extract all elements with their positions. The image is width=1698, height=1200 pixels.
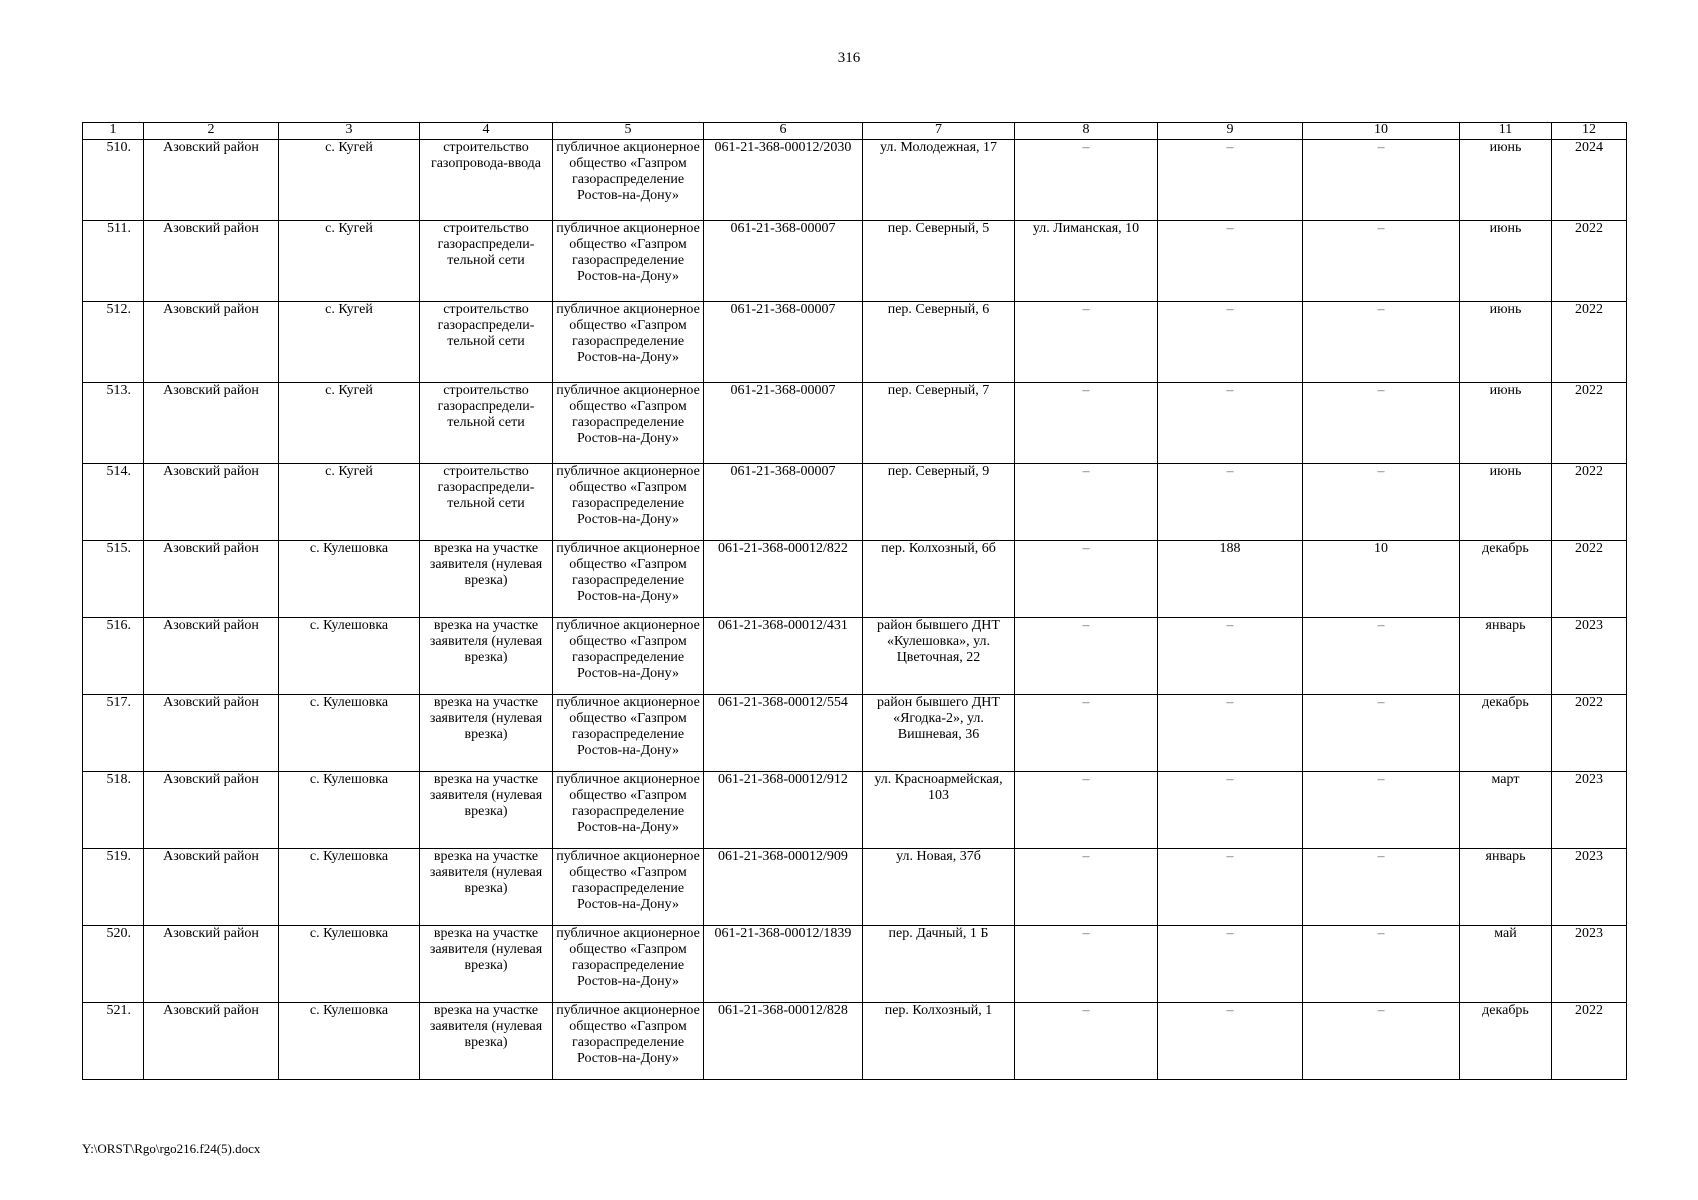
month-cell: январь xyxy=(1460,849,1552,926)
code-cell: 061-21-368-00012/431 xyxy=(704,618,863,695)
objects-table xyxy=(82,122,1627,1080)
settlement-cell: с. Кугей xyxy=(279,221,420,302)
settlement-cell: с. Кулешовка xyxy=(279,849,420,926)
column-number: 4 xyxy=(420,123,553,140)
month-cell: июнь xyxy=(1460,464,1552,541)
code-cell: 061-21-368-00012/1839 xyxy=(704,926,863,1003)
month-cell: декабрь xyxy=(1460,1003,1552,1080)
page-number: 316 xyxy=(837,50,861,66)
table-row xyxy=(83,849,1627,926)
code-cell: 061-21-368-00012/822 xyxy=(704,541,863,618)
district-cell: Азовский район xyxy=(144,383,279,464)
column-10-cell: – xyxy=(1303,221,1460,302)
column-8-cell: – xyxy=(1015,695,1158,772)
month-cell: июнь xyxy=(1460,383,1552,464)
code-cell: 061-21-368-00012/554 xyxy=(704,695,863,772)
year-cell: 2022 xyxy=(1552,221,1627,302)
address-cell: пер. Северный, 6 xyxy=(863,302,1015,383)
code-cell: 061-21-368-00012/2030 xyxy=(704,140,863,221)
row-number: 516. xyxy=(83,618,144,695)
work-type-cell: строительство газораспредели-тельной сети xyxy=(420,464,553,541)
month-cell: июнь xyxy=(1460,221,1552,302)
address-cell: пер. Северный, 9 xyxy=(863,464,1015,541)
column-number: 6 xyxy=(704,123,863,140)
row-number: 514. xyxy=(83,464,144,541)
year-cell: 2023 xyxy=(1552,849,1627,926)
settlement-cell: с. Кугей xyxy=(279,302,420,383)
organization-cell: публичное акционерное общество «Газпром газораспределение Ростов-на-Дону» xyxy=(553,140,704,221)
code-cell: 061-21-368-00007 xyxy=(704,302,863,383)
column-9-cell: – xyxy=(1158,849,1303,926)
column-8-cell: – xyxy=(1015,541,1158,618)
district-cell: Азовский район xyxy=(144,541,279,618)
column-number: 3 xyxy=(279,123,420,140)
column-10-cell: – xyxy=(1303,383,1460,464)
work-type-cell: врезка на участке заявителя (нулевая врезка) xyxy=(420,772,553,849)
organization-cell: публичное акционерное общество «Газпром газораспределение Ростов-на-Дону» xyxy=(553,849,704,926)
work-type-cell: врезка на участке заявителя (нулевая врезка) xyxy=(420,695,553,772)
settlement-cell: с. Кугей xyxy=(279,464,420,541)
organization-cell: публичное акционерное общество «Газпром газораспределение Ростов-на-Дону» xyxy=(553,541,704,618)
column-10-cell: – xyxy=(1303,618,1460,695)
district-cell: Азовский район xyxy=(144,926,279,1003)
column-number: 5 xyxy=(553,123,704,140)
column-8-cell: – xyxy=(1015,302,1158,383)
month-cell: май xyxy=(1460,926,1552,1003)
column-9-cell: – xyxy=(1158,926,1303,1003)
row-number: 518. xyxy=(83,772,144,849)
district-cell: Азовский район xyxy=(144,140,279,221)
work-type-cell: строительство газопровода-ввода xyxy=(420,140,553,221)
column-8-cell: – xyxy=(1015,926,1158,1003)
column-number: 12 xyxy=(1552,123,1627,140)
month-cell: июнь xyxy=(1460,140,1552,221)
settlement-cell: с. Кулешовка xyxy=(279,772,420,849)
column-8-cell: ул. Лиманская, 10 xyxy=(1015,221,1158,302)
organization-cell: публичное акционерное общество «Газпром газораспределение Ростов-на-Дону» xyxy=(553,221,704,302)
work-type-cell: врезка на участке заявителя (нулевая врезка) xyxy=(420,541,553,618)
column-8-cell: – xyxy=(1015,140,1158,221)
code-cell: 061-21-368-00007 xyxy=(704,383,863,464)
column-10-cell: – xyxy=(1303,926,1460,1003)
year-cell: 2022 xyxy=(1552,541,1627,618)
column-number: 9 xyxy=(1158,123,1303,140)
column-10-cell: – xyxy=(1303,302,1460,383)
column-9-cell: – xyxy=(1158,464,1303,541)
table-row xyxy=(83,618,1627,695)
work-type-cell: строительство газораспредели-тельной сети xyxy=(420,302,553,383)
organization-cell: публичное акционерное общество «Газпром газораспределение Ростов-на-Дону» xyxy=(553,1003,704,1080)
code-cell: 061-21-368-00007 xyxy=(704,464,863,541)
file-path-footer: Y:\ORST\Rgo\rgo216.f24(5).docx xyxy=(82,1141,261,1156)
organization-cell: публичное акционерное общество «Газпром газораспределение Ростов-на-Дону» xyxy=(553,302,704,383)
work-type-cell: врезка на участке заявителя (нулевая врезка) xyxy=(420,1003,553,1080)
address-cell: район бывшего ДНТ «Ягодка-2», ул. Вишневая, 36 xyxy=(863,695,1015,772)
year-cell: 2022 xyxy=(1552,383,1627,464)
year-cell: 2022 xyxy=(1552,302,1627,383)
year-cell: 2022 xyxy=(1552,695,1627,772)
column-8-cell: – xyxy=(1015,618,1158,695)
organization-cell: публичное акционерное общество «Газпром газораспределение Ростов-на-Дону» xyxy=(553,772,704,849)
column-10-cell: – xyxy=(1303,772,1460,849)
settlement-cell: с. Кугей xyxy=(279,383,420,464)
address-cell: ул. Красноармейская, 103 xyxy=(863,772,1015,849)
district-cell: Азовский район xyxy=(144,1003,279,1080)
column-10-cell: 10 xyxy=(1303,541,1460,618)
table-row xyxy=(83,302,1627,383)
table-row xyxy=(83,772,1627,849)
row-number: 512. xyxy=(83,302,144,383)
column-8-cell: – xyxy=(1015,464,1158,541)
address-cell: пер. Северный, 7 xyxy=(863,383,1015,464)
code-cell: 061-21-368-00012/909 xyxy=(704,849,863,926)
column-number: 7 xyxy=(863,123,1015,140)
district-cell: Азовский район xyxy=(144,772,279,849)
year-cell: 2024 xyxy=(1552,140,1627,221)
code-cell: 061-21-368-00012/912 xyxy=(704,772,863,849)
address-cell: ул. Молодежная, 17 xyxy=(863,140,1015,221)
table-row xyxy=(83,695,1627,772)
row-number: 521. xyxy=(83,1003,144,1080)
column-number: 1 xyxy=(83,123,144,140)
address-cell: пер. Северный, 5 xyxy=(863,221,1015,302)
district-cell: Азовский район xyxy=(144,695,279,772)
address-cell: пер. Колхозный, 6б xyxy=(863,541,1015,618)
organization-cell: публичное акционерное общество «Газпром газораспределение Ростов-на-Дону» xyxy=(553,464,704,541)
column-9-cell: – xyxy=(1158,772,1303,849)
work-type-cell: врезка на участке заявителя (нулевая врезка) xyxy=(420,618,553,695)
code-cell: 061-21-368-00012/828 xyxy=(704,1003,863,1080)
district-cell: Азовский район xyxy=(144,302,279,383)
year-cell: 2023 xyxy=(1552,926,1627,1003)
month-cell: декабрь xyxy=(1460,695,1552,772)
table-row xyxy=(83,464,1627,541)
month-cell: декабрь xyxy=(1460,541,1552,618)
row-number: 515. xyxy=(83,541,144,618)
settlement-cell: с. Кулешовка xyxy=(279,1003,420,1080)
settlement-cell: с. Кулешовка xyxy=(279,618,420,695)
district-cell: Азовский район xyxy=(144,221,279,302)
column-10-cell: – xyxy=(1303,695,1460,772)
address-cell: пер. Колхозный, 1 xyxy=(863,1003,1015,1080)
column-8-cell: – xyxy=(1015,772,1158,849)
column-number: 8 xyxy=(1015,123,1158,140)
work-type-cell: врезка на участке заявителя (нулевая врезка) xyxy=(420,849,553,926)
table-row xyxy=(83,221,1627,302)
column-number-row xyxy=(83,123,1627,140)
work-type-cell: врезка на участке заявителя (нулевая врезка) xyxy=(420,926,553,1003)
column-number: 10 xyxy=(1303,123,1460,140)
column-10-cell: – xyxy=(1303,1003,1460,1080)
year-cell: 2022 xyxy=(1552,464,1627,541)
settlement-cell: с. Кугей xyxy=(279,140,420,221)
column-9-cell: – xyxy=(1158,140,1303,221)
column-9-cell: – xyxy=(1158,1003,1303,1080)
column-10-cell: – xyxy=(1303,464,1460,541)
column-9-cell: – xyxy=(1158,221,1303,302)
year-cell: 2023 xyxy=(1552,618,1627,695)
district-cell: Азовский район xyxy=(144,464,279,541)
address-cell: ул. Новая, 37б xyxy=(863,849,1015,926)
organization-cell: публичное акционерное общество «Газпром газораспределение Ростов-на-Дону» xyxy=(553,618,704,695)
work-type-cell: строительство газораспредели-тельной сети xyxy=(420,221,553,302)
row-number: 517. xyxy=(83,695,144,772)
column-9-cell: 188 xyxy=(1158,541,1303,618)
column-number: 11 xyxy=(1460,123,1552,140)
column-9-cell: – xyxy=(1158,618,1303,695)
year-cell: 2023 xyxy=(1552,772,1627,849)
month-cell: июнь xyxy=(1460,302,1552,383)
table-row xyxy=(83,541,1627,618)
settlement-cell: с. Кулешовка xyxy=(279,695,420,772)
column-10-cell: – xyxy=(1303,849,1460,926)
organization-cell: публичное акционерное общество «Газпром газораспределение Ростов-на-Дону» xyxy=(553,383,704,464)
row-number: 519. xyxy=(83,849,144,926)
column-9-cell: – xyxy=(1158,383,1303,464)
table-row xyxy=(83,383,1627,464)
column-number: 2 xyxy=(144,123,279,140)
district-cell: Азовский район xyxy=(144,618,279,695)
settlement-cell: с. Кулешовка xyxy=(279,541,420,618)
settlement-cell: с. Кулешовка xyxy=(279,926,420,1003)
table-row xyxy=(83,1003,1627,1080)
row-number: 511. xyxy=(83,221,144,302)
row-number: 520. xyxy=(83,926,144,1003)
row-number: 510. xyxy=(83,140,144,221)
address-cell: пер. Дачный, 1 Б xyxy=(863,926,1015,1003)
row-number: 513. xyxy=(83,383,144,464)
table-row xyxy=(83,140,1627,221)
column-8-cell: – xyxy=(1015,849,1158,926)
table-row xyxy=(83,926,1627,1003)
work-type-cell: строительство газораспредели-тельной сети xyxy=(420,383,553,464)
code-cell: 061-21-368-00007 xyxy=(704,221,863,302)
organization-cell: публичное акционерное общество «Газпром газораспределение Ростов-на-Дону» xyxy=(553,926,704,1003)
column-8-cell: – xyxy=(1015,383,1158,464)
column-10-cell: – xyxy=(1303,140,1460,221)
address-cell: район бывшего ДНТ «Кулешовка», ул. Цветочная, 22 xyxy=(863,618,1015,695)
month-cell: март xyxy=(1460,772,1552,849)
column-9-cell: – xyxy=(1158,302,1303,383)
organization-cell: публичное акционерное общество «Газпром газораспределение Ростов-на-Дону» xyxy=(553,695,704,772)
year-cell: 2022 xyxy=(1552,1003,1627,1080)
column-8-cell: – xyxy=(1015,1003,1158,1080)
month-cell: январь xyxy=(1460,618,1552,695)
column-9-cell: – xyxy=(1158,695,1303,772)
district-cell: Азовский район xyxy=(144,849,279,926)
